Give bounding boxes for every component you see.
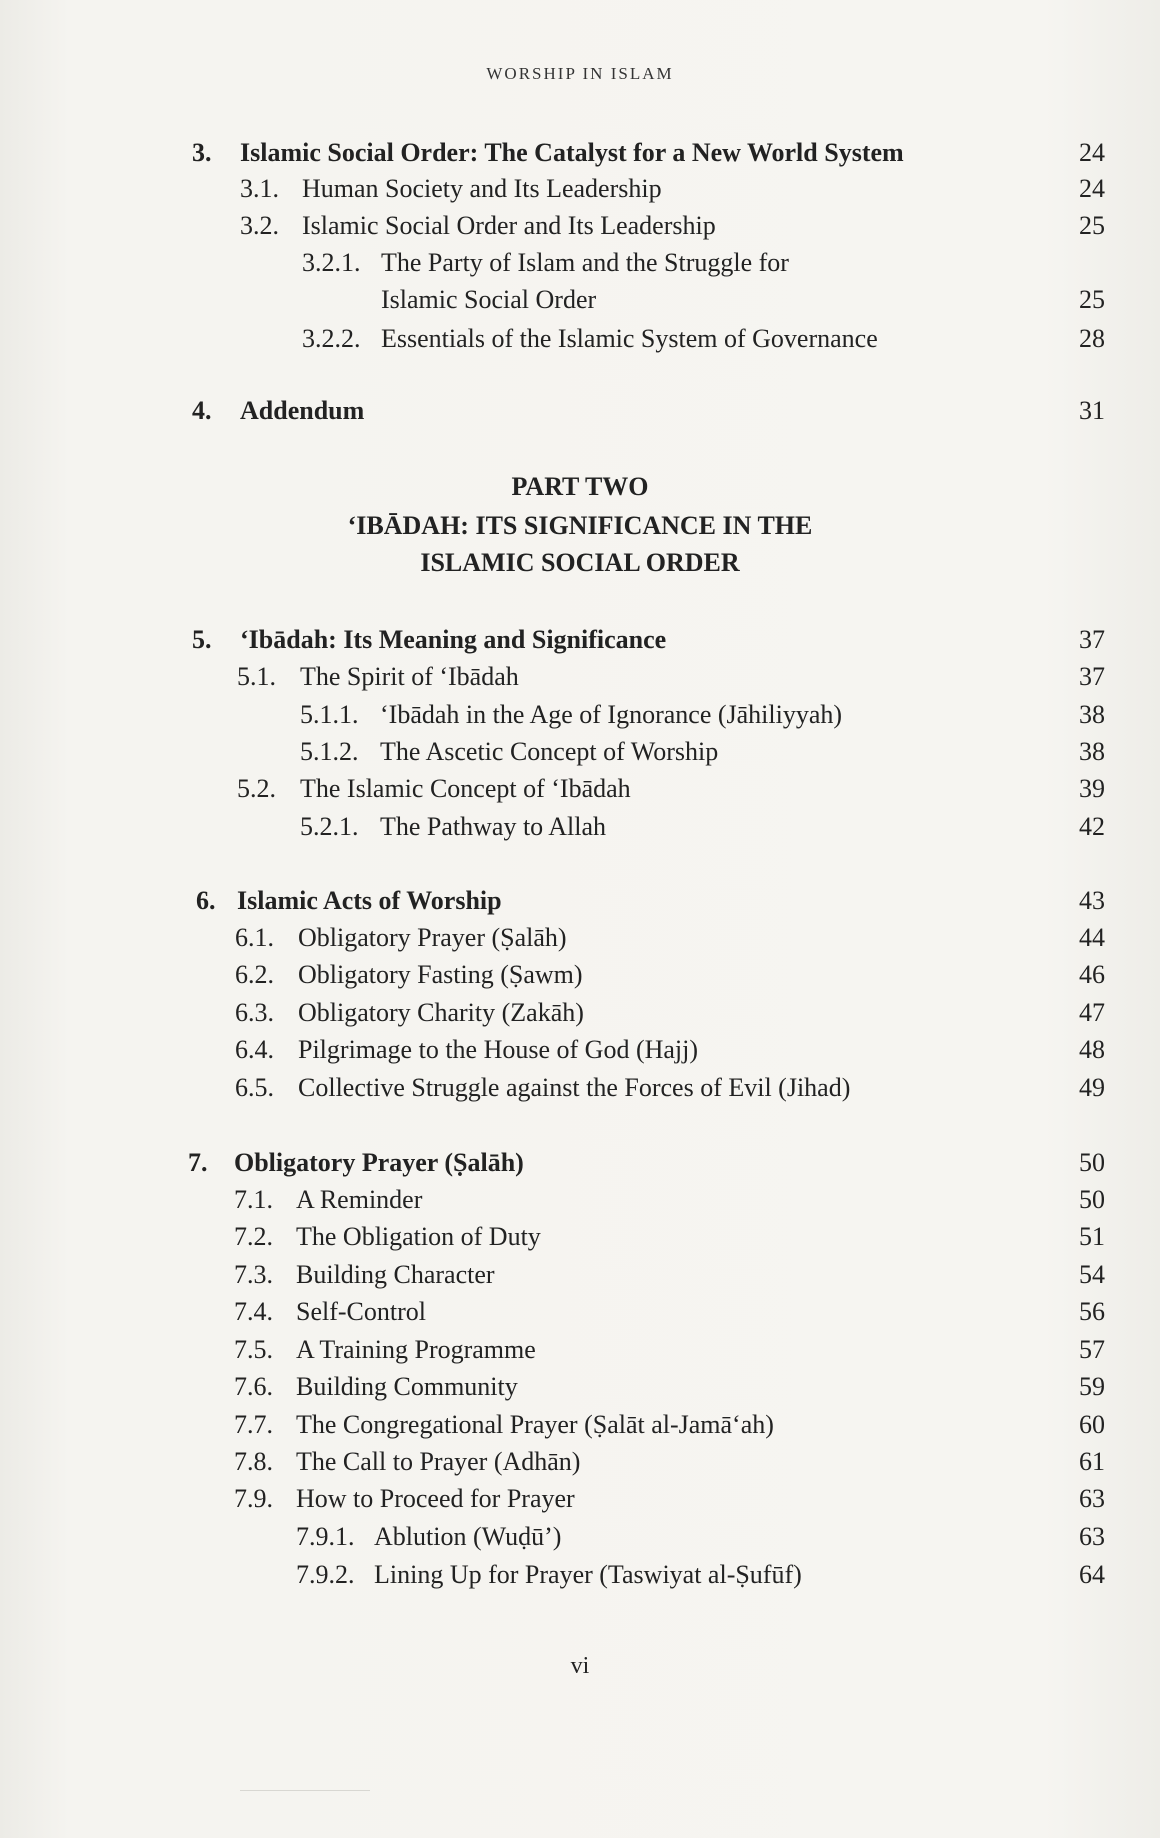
entry-number: 7.: [188, 1148, 208, 1177]
entry-page: 47: [1079, 998, 1105, 1027]
toc-entry: [0, 958, 1160, 992]
entry-title: ‘Ibādah: Its Meaning and Significance: [240, 625, 667, 654]
part-heading-line: ISLAMIC SOCIAL ORDER: [420, 548, 740, 577]
entry-page: 25: [1079, 285, 1105, 314]
entry-page: 57: [1079, 1335, 1105, 1364]
entry-page: 43: [1079, 886, 1105, 915]
toc-entry: [0, 735, 1160, 769]
entry-number: 3.2.2.: [302, 324, 361, 353]
entry-number: 5.1.1.: [300, 700, 359, 729]
page-number: vi: [570, 1653, 590, 1679]
entry-title: Ablution (Wuḍū’): [374, 1522, 562, 1551]
entry-number: 7.1.: [234, 1185, 273, 1214]
part-heading-line: PART TWO: [511, 472, 649, 501]
entry-page: 54: [1079, 1260, 1105, 1289]
entry-title: The Congregational Prayer (Ṣalāt al-Jamā‘ah): [296, 1410, 774, 1439]
entry-number: 7.2.: [234, 1222, 273, 1251]
entry-number: 6.5.: [235, 1073, 274, 1102]
toc-entry: [0, 884, 1160, 918]
toc-entry: [0, 172, 1160, 206]
running-head: WORSHIP IN ISLAM: [486, 64, 674, 83]
toc-entry: [0, 394, 1160, 428]
toc-entry: [0, 698, 1160, 732]
entry-number: 6.4.: [235, 1035, 274, 1064]
toc-entry: [0, 810, 1160, 844]
entry-number: 6.2.: [235, 960, 274, 989]
toc-entry: [0, 1445, 1160, 1479]
entry-page: 44: [1079, 923, 1105, 952]
entry-page: 24: [1079, 138, 1105, 167]
toc-entry: [0, 772, 1160, 806]
entry-page: 63: [1079, 1484, 1105, 1513]
entry-page: 61: [1079, 1447, 1105, 1476]
entry-title: Addendum: [240, 396, 365, 425]
toc-entry: [0, 1482, 1160, 1516]
entry-page: 51: [1079, 1222, 1105, 1251]
toc-entry: [0, 136, 1160, 170]
entry-title: Islamic Social Order: [381, 285, 597, 314]
entry-number: 6.3.: [235, 998, 274, 1027]
entry-number: 7.3.: [234, 1260, 273, 1289]
entry-page: 37: [1079, 662, 1105, 691]
toc-entry: [0, 1370, 1160, 1404]
entry-page: 46: [1079, 960, 1105, 989]
toc-entry: [0, 1183, 1160, 1217]
toc-entry: [0, 1033, 1160, 1067]
entry-title: Obligatory Fasting (Ṣawm): [298, 960, 583, 989]
entry-title: Islamic Social Order: The Catalyst for a New World System: [240, 138, 904, 167]
entry-number: 6.: [196, 886, 216, 915]
entry-title: Obligatory Charity (Zakāh): [298, 998, 584, 1027]
entry-number: 3.2.: [240, 211, 279, 240]
entry-title: The Party of Islam and the Struggle for: [381, 248, 789, 277]
entry-number: 7.9.1.: [296, 1522, 355, 1551]
entry-number: 7.4.: [234, 1297, 273, 1326]
entry-number: 5.2.: [237, 774, 276, 803]
toc-entry: [0, 1258, 1160, 1292]
entry-page: 38: [1079, 737, 1105, 766]
entry-title: The Obligation of Duty: [296, 1222, 541, 1251]
toc-entry: [0, 1295, 1160, 1329]
entry-number: 4.: [192, 396, 212, 425]
entry-number: 7.8.: [234, 1447, 273, 1476]
toc-entry: [0, 246, 1160, 280]
toc-entry: [0, 996, 1160, 1030]
part-heading-line: ‘IBĀDAH: ITS SIGNIFICANCE IN THE: [347, 511, 813, 540]
entry-page: 25: [1079, 211, 1105, 240]
toc-entry: [0, 1558, 1160, 1592]
entry-page: 50: [1079, 1185, 1105, 1214]
entry-number: 3.1.: [240, 174, 279, 203]
entry-number: 7.6.: [234, 1372, 273, 1401]
entry-title: Building Community: [296, 1372, 518, 1401]
entry-title: Essentials of the Islamic System of Governance: [381, 324, 878, 353]
toc-entry: [0, 1146, 1160, 1180]
toc-entry: [0, 660, 1160, 694]
entry-page: 37: [1079, 625, 1105, 654]
entry-title: Collective Struggle against the Forces of Evil (Jihad): [298, 1073, 851, 1102]
entry-page: 24: [1079, 174, 1105, 203]
entry-title: The Spirit of ‘Ibādah: [300, 662, 519, 691]
entry-page: 56: [1079, 1297, 1105, 1326]
entry-title: The Islamic Concept of ‘Ibādah: [300, 774, 631, 803]
entry-page: 49: [1079, 1073, 1105, 1102]
entry-page: 28: [1079, 324, 1105, 353]
entry-title: The Call to Prayer (Adhān): [296, 1447, 581, 1476]
toc-entry: [0, 283, 1160, 317]
entry-page: 38: [1079, 700, 1105, 729]
entry-title: How to Proceed for Prayer: [296, 1484, 575, 1513]
entry-page: 48: [1079, 1035, 1105, 1064]
toc-entry: [0, 1220, 1160, 1254]
entry-title: Lining Up for Prayer (Taswiyat al-Ṣufūf): [374, 1560, 802, 1589]
entry-number: 5.2.1.: [300, 812, 359, 841]
entry-title: Islamic Acts of Worship: [237, 886, 502, 915]
toc-entry: [0, 1408, 1160, 1442]
entry-title: Building Character: [296, 1260, 495, 1289]
entry-page: 63: [1079, 1522, 1105, 1551]
entry-number: 5.1.2.: [300, 737, 359, 766]
entry-page: 31: [1079, 396, 1105, 425]
toc-entry: [0, 1520, 1160, 1554]
entry-page: 50: [1079, 1148, 1105, 1177]
entry-page: 42: [1079, 812, 1105, 841]
entry-number: 7.9.2.: [296, 1560, 355, 1589]
toc-entry: [0, 322, 1160, 356]
toc-entry: [0, 1071, 1160, 1105]
toc-entry: [0, 623, 1160, 657]
entry-page: 60: [1079, 1410, 1105, 1439]
entry-title: Human Society and Its Leadership: [302, 174, 662, 203]
entry-title: Obligatory Prayer (Ṣalāh): [234, 1148, 524, 1177]
entry-title: The Pathway to Allah: [380, 812, 607, 841]
entry-number: 5.: [192, 625, 212, 654]
entry-title: A Training Programme: [296, 1335, 536, 1364]
entry-title: Pilgrimage to the House of God (Hajj): [298, 1035, 699, 1064]
entry-number: 7.9.: [234, 1484, 273, 1513]
entry-number: 3.2.1.: [302, 248, 361, 277]
entry-title: The Ascetic Concept of Worship: [380, 737, 719, 766]
toc-entry: [0, 1333, 1160, 1367]
entry-number: 5.1.: [237, 662, 276, 691]
entry-number: 7.7.: [234, 1410, 273, 1439]
entry-title: A Reminder: [296, 1185, 423, 1214]
entry-title: Islamic Social Order and Its Leadership: [302, 211, 716, 240]
toc-entry: [0, 209, 1160, 243]
entry-number: 7.5.: [234, 1335, 273, 1364]
entry-page: 64: [1079, 1560, 1105, 1589]
entry-number: 6.1.: [235, 923, 274, 952]
entry-title: ‘Ibādah in the Age of Ignorance (Jāhiliyyah): [380, 700, 843, 729]
entry-page: 39: [1079, 774, 1105, 803]
entry-page: 59: [1079, 1372, 1105, 1401]
entry-title: Obligatory Prayer (Ṣalāh): [298, 923, 567, 952]
toc-entry: [0, 921, 1160, 955]
entry-title: Self-Control: [296, 1297, 426, 1326]
paper-edge-mark: [240, 1790, 370, 1791]
entry-number: 3.: [192, 138, 212, 167]
